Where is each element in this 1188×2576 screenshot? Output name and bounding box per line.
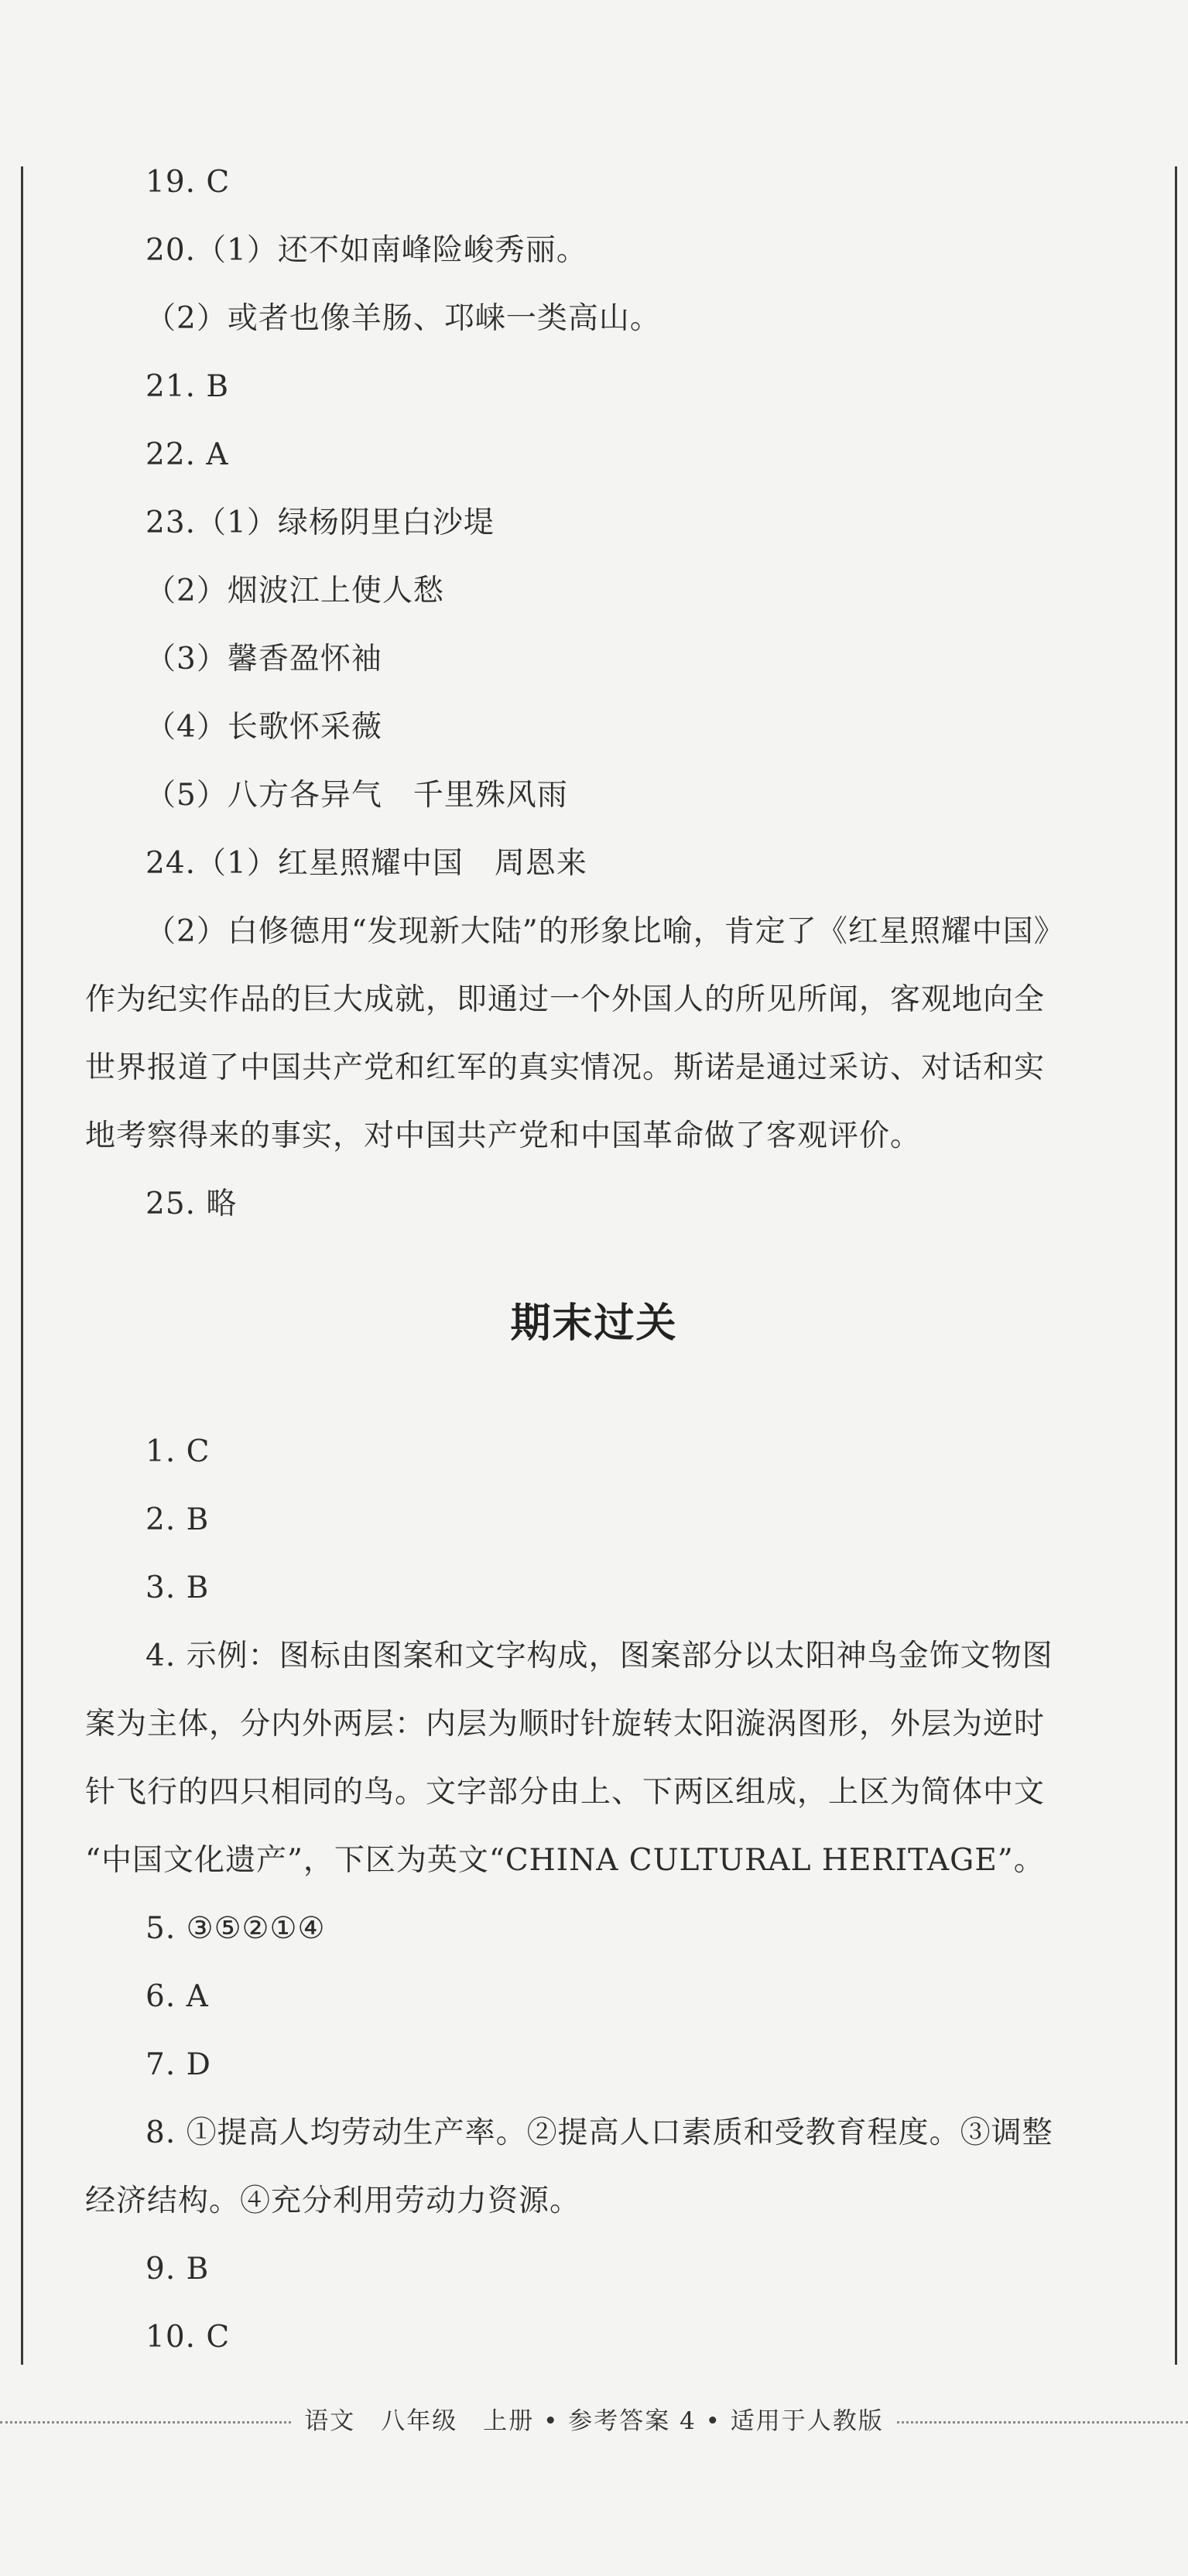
answer-24-2-line3: 世界报道了中国共产党和红军的真实情况。斯诺是通过采访、对话和实 [85, 1050, 1046, 1085]
answer-23-1: 23.（1）绿杨阴里白沙堤 [146, 505, 495, 540]
final-answer-7: 7. D [146, 2047, 211, 2082]
answer-23-5: （5）八方各异气 千里殊风雨 [146, 778, 568, 813]
final-answer-5: 5. ③⑤②①④ [146, 1911, 326, 1946]
final-answer-6: 6. A [146, 1979, 209, 2014]
page-footer [0, 2404, 1188, 2438]
final-answer-2: 2. B [146, 1502, 210, 1537]
footer-text: 语文 八年级 上册 • 参考答案 4 • 适用于人教版 [293, 2407, 895, 2435]
answer-23-2: （2）烟波江上使人愁 [146, 574, 444, 608]
answer-25: 25. 略 [146, 1187, 238, 1221]
final-answer-4-line4: “中国文化遗产”，下区为英文“CHINA CULTURAL HERITAGE”。 [85, 1843, 1045, 1878]
answer-23-4: （4）长歌怀采薇 [146, 710, 382, 745]
section-heading: 期末过关 [510, 1300, 678, 1347]
answer-24-1: 24.（1）红星照耀中国 周恩来 [146, 846, 587, 881]
final-answer-4-line2: 案为主体，分内外两层：内层为顺时针旋转太阳漩涡图形，外层为逆时 [85, 1707, 1046, 1742]
answer-24-2-line2: 作为纪实作品的巨大成就，即通过一个外国人的所见所闻，客观地向全 [85, 982, 1046, 1017]
answer-19: 19. C [146, 165, 231, 200]
answer-20-2: （2）或者也像羊肠、邛崃一类高山。 [146, 301, 661, 336]
answer-23-3: （3）馨香盈怀袖 [146, 642, 382, 677]
answer-21: 21. B [146, 369, 230, 404]
left-margin-rule [21, 166, 23, 2365]
answer-20-1: 20.（1）还不如南峰险峻秀丽。 [146, 233, 587, 268]
final-answer-3: 3. B [146, 1571, 210, 1605]
final-answer-10: 10. C [146, 2320, 231, 2355]
final-answer-8-line1: 8. ①提高人均劳动生产率。②提高人口素质和受教育程度。③调整 [146, 2115, 1053, 2150]
final-answer-4-line3: 针飞行的四只相同的鸟。文字部分由上、下两区组成，上区为简体中文 [85, 1775, 1046, 1810]
answer-22: 22. A [146, 437, 229, 472]
right-margin-rule [1175, 166, 1177, 2365]
final-answer-8-line2: 经济结构。④充分利用劳动力资源。 [85, 2184, 581, 2218]
final-answer-1: 1. C [146, 1434, 211, 1469]
answer-24-2-line4: 地考察得来的事实，对中国共产党和中国革命做了客观评价。 [85, 1118, 922, 1153]
final-answer-9: 9. B [146, 2252, 210, 2287]
answer-24-2-line1: （2）白修德用“发现新大陆”的形象比喻，肯定了《红星照耀中国》 [146, 914, 1065, 949]
final-answer-4-line1: 4. 示例：图标由图案和文字构成，图案部分以太阳神鸟金饰文物图 [146, 1639, 1053, 1673]
